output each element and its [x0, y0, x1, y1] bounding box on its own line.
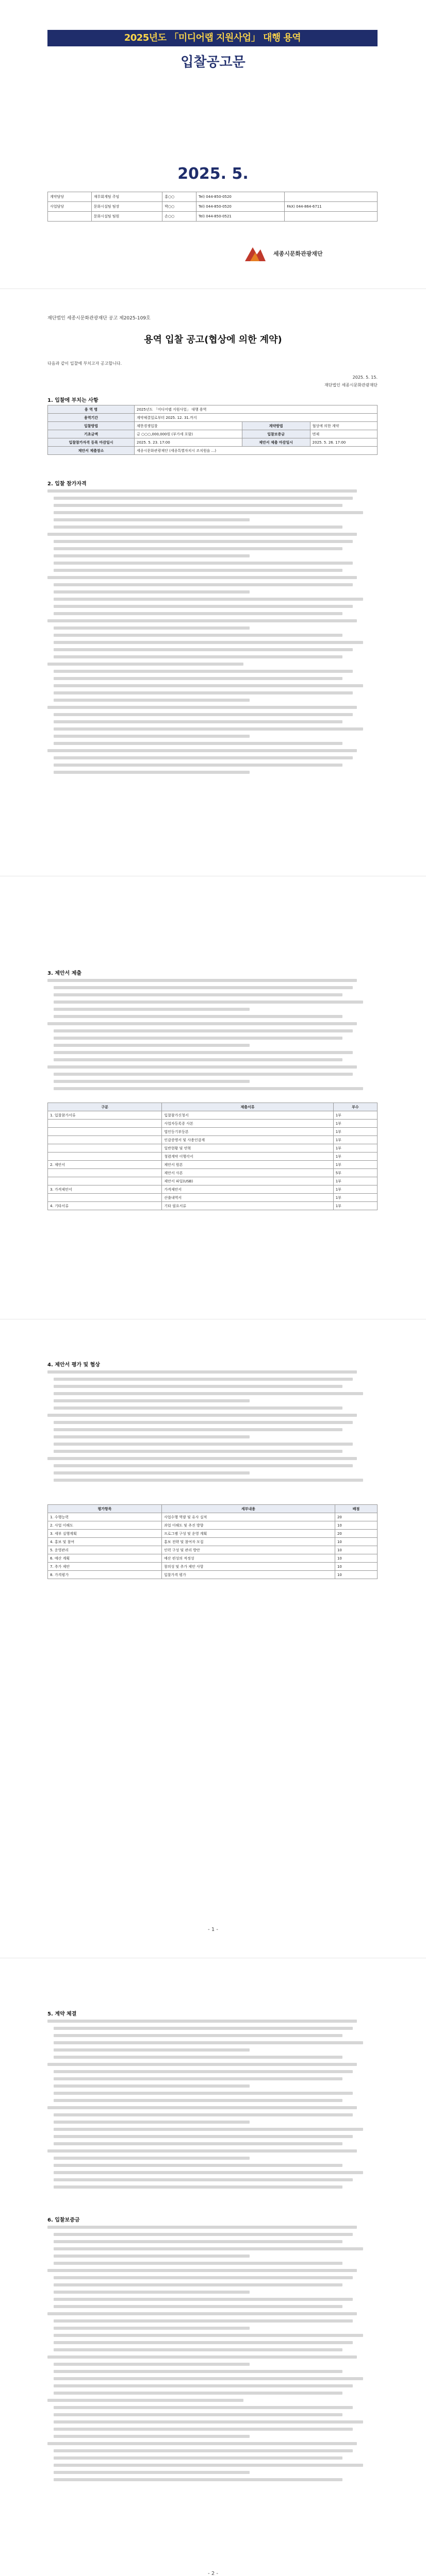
notice-intro: 다음과 같이 입찰에 부치고자 공고합니다.: [47, 361, 122, 366]
table-cell: 5부: [333, 1169, 377, 1177]
table-cell: 일반현황 및 연혁: [162, 1144, 333, 1153]
text-line: [54, 1087, 363, 1090]
text-line: [47, 2355, 357, 2359]
text-line: [54, 2034, 342, 2037]
text-line: [54, 2370, 342, 2373]
text-line: [47, 489, 357, 493]
table-row: [48, 1185, 378, 1194]
table-cell: 예산 편성의 적정성: [161, 1554, 335, 1563]
table-cell: 청렴계약 이행각서: [162, 1153, 333, 1161]
table-row: [48, 1554, 378, 1563]
table-row: [48, 1563, 378, 1571]
text-line: [47, 2020, 357, 2023]
table-cell: 제안서 원본: [162, 1161, 333, 1169]
text-line: [54, 547, 342, 550]
table-cell: 법인등기부등본: [162, 1128, 333, 1136]
text-line: [54, 497, 353, 500]
table-cell: [48, 1136, 162, 1144]
text-line: [54, 2142, 342, 2145]
text-line: [47, 1065, 357, 1069]
text-line: [54, 2319, 353, 2323]
text-line: [54, 735, 250, 738]
text-line: [47, 619, 357, 622]
contact-cell: Tel) 044-850-0520: [196, 202, 285, 212]
text-line: [54, 1385, 342, 1388]
text-line: [54, 2164, 342, 2167]
table-cell: 10: [335, 1563, 377, 1571]
table-cell: 제안서 파일(USB): [162, 1177, 333, 1185]
table-cell: 10: [335, 1546, 377, 1554]
table-cell: 1부: [333, 1185, 377, 1194]
text-line: [54, 590, 250, 594]
table-cell: 1부: [333, 1153, 377, 1161]
table-cell: 1부: [333, 1120, 377, 1128]
text-line: [54, 504, 342, 507]
contact-cell: Tel) 044-850-0521: [196, 212, 285, 222]
table-row: [48, 1128, 378, 1136]
table-cell: 홍보 전략 및 참여자 모집: [161, 1538, 335, 1546]
table-cell: 3. 가격제안서: [48, 1185, 162, 1194]
table-cell: 20: [335, 1530, 377, 1538]
text-line: [54, 2384, 353, 2387]
table-cell: 1부: [333, 1202, 377, 1210]
text-line: [54, 2233, 353, 2236]
text-line: [54, 540, 353, 543]
text-line: [54, 1471, 250, 1475]
text-line: [54, 670, 353, 673]
text-line: [54, 1443, 353, 1446]
text-line: [54, 2121, 250, 2124]
table-cell: 20: [335, 1513, 377, 1521]
table-cell: 8. 가격평가: [48, 1571, 162, 1579]
text-line: [54, 1464, 353, 1467]
text-line: [54, 634, 342, 637]
table-cell: 사업자등록증 사본: [162, 1120, 333, 1128]
contact-cell: 계약담당: [48, 192, 92, 202]
text-line: [47, 1457, 357, 1460]
text-line: [54, 1399, 250, 1402]
table-cell: 5. 운영관리: [48, 1546, 162, 1554]
contact-cell: FAX) 044-864-6711: [285, 202, 378, 212]
table-row: [48, 1153, 378, 1161]
table-cell: 10: [335, 1571, 377, 1579]
text-line: [54, 993, 342, 996]
table-row: [48, 1202, 378, 1210]
table-cell: 1. 입찰참가서류: [48, 1111, 162, 1120]
text-line: [54, 2084, 250, 2088]
text-line: [54, 1406, 342, 1410]
text-line: [54, 1037, 342, 1040]
section-5-title: 5. 계약 체결: [47, 2011, 77, 2017]
table-cell: 입찰참가신청서: [162, 1111, 333, 1120]
text-line: [54, 2435, 250, 2438]
text-line: [54, 598, 363, 601]
text-line: [54, 684, 363, 687]
text-line: [47, 1022, 357, 1025]
table-cell: 3. 세부 실행계획: [48, 1530, 162, 1538]
table-cell: 10: [335, 1554, 377, 1563]
text-line: [54, 720, 342, 723]
cover-subtitle: 입찰공고문: [181, 55, 245, 70]
text-line: [54, 691, 353, 694]
text-line: [54, 2092, 353, 2095]
cover-date: 2025. 5.: [177, 165, 249, 183]
text-line: [54, 1073, 353, 1076]
table-cell: [48, 1144, 162, 1153]
text-line: [54, 1428, 342, 1431]
text-line: [47, 576, 357, 579]
text-line: [54, 612, 342, 615]
text-line: [54, 1044, 250, 1047]
text-line: [47, 2269, 357, 2272]
table-cell: [48, 1153, 162, 1161]
text-line: [54, 2327, 250, 2330]
table-row: [48, 1530, 378, 1538]
table-cell: 창의성 및 추가 제안 사항: [161, 1563, 335, 1571]
text-line: [54, 641, 363, 644]
text-line: [54, 2027, 353, 2030]
contact-cell: Tel) 044-850-0520: [196, 192, 285, 202]
table-cell: 1부: [333, 1161, 377, 1169]
text-line: [54, 2334, 363, 2337]
text-line: [54, 713, 353, 716]
text-line: [54, 2464, 363, 2467]
text-line: [54, 2377, 363, 2380]
table-cell: 제안서 사본: [162, 1169, 333, 1177]
text-line: [54, 2413, 342, 2416]
section-6-title: 6. 입찰보증금: [47, 2217, 80, 2223]
text-line: [54, 1051, 353, 1054]
text-line: [47, 663, 243, 666]
text-line: [54, 2478, 342, 2481]
text-line: [54, 2305, 342, 2308]
table-row: [48, 1571, 378, 1579]
text-line: [54, 2298, 353, 2301]
text-line: [54, 605, 353, 608]
table-cell: 7. 추가 제안: [48, 1563, 162, 1571]
org-logo-icon: [242, 243, 268, 264]
text-line: [54, 699, 250, 702]
submission-table: 구분 제출서류 부수 1. 입찰참가서류 입찰참가신청서 1부 사업자등록증 사본 1부 법인등기부등본 1부 인감증명서 및 사용인감계 1부 일반현황 및 연혁 1부 청렴계약 이행각서 1부 2. 제안서 제안서 원본 1부 제안서 사본 5부 제안서 파일(USB) 1부 3. 가격제안서 가격제안서 1부 산출내역서 1부 4. 기타서류 기타 필요서류 1부: [47, 1103, 378, 1210]
table-cell: 1부: [333, 1144, 377, 1153]
text-line: [47, 2063, 357, 2066]
table-cell: [48, 1194, 162, 1202]
text-line: [54, 2449, 353, 2452]
table-cell: 4. 홍보 및 참여: [48, 1538, 162, 1546]
table-cell: 기타 필요서류: [162, 1202, 333, 1210]
table-cell: 과업 이해도 및 추진 방향: [161, 1521, 335, 1530]
text-line: [54, 1450, 342, 1453]
text-line: [54, 742, 342, 745]
page-number: - 1 -: [208, 1927, 218, 1933]
text-line: [54, 626, 250, 630]
text-line: [54, 2178, 353, 2181]
text-line: [54, 1435, 250, 1438]
text-line: [54, 1008, 250, 1011]
table-row: [48, 1538, 378, 1546]
text-line: [54, 1421, 353, 1424]
text-line: [54, 771, 250, 774]
text-line: [47, 706, 357, 709]
text-line: [54, 2077, 342, 2080]
table-row: [48, 1546, 378, 1554]
table-cell: [48, 1120, 162, 1128]
text-line: [54, 1392, 363, 1395]
org-logo: [242, 238, 387, 269]
text-line: [54, 764, 342, 767]
text-line: [54, 2341, 353, 2344]
text-line: [54, 2056, 342, 2059]
text-line: [54, 648, 353, 651]
section-2-title: 2. 입찰 참가자격: [47, 481, 87, 487]
table-cell: 입찰가격 평가: [161, 1571, 335, 1579]
overview-table: 용 역 명 2025년도 「미디어랩 지원사업」 대행 용역 용역기간 계약체결일로부터 2025. 12. 31.까지 입찰방법 제한경쟁입찰 계약방법 협상에 의한 계약 기초금액 금 ○○○,000,000원 (부가세 포함) 입찰보증금 면제 입찰참가자격 등록 마감일시 2025. 5. 23. 17:00 제안서 제출 마감일시 2025. 5. 26. 17:00 제안서 제출장소 세종시문화관광재단 (세종특별자치시 조치원읍 ...): [47, 405, 378, 455]
text-line: [54, 526, 342, 529]
text-line: [54, 2128, 363, 2131]
table-cell: 가격제안서: [162, 1185, 333, 1194]
contact-cell: 홍○○: [162, 192, 196, 202]
text-line: [47, 533, 357, 536]
contact-cell: 문화시설팀 팀원: [91, 212, 162, 222]
text-line: [54, 2420, 363, 2424]
table-row: [48, 1513, 378, 1521]
table-row: [48, 1120, 378, 1128]
text-line: [54, 2185, 342, 2189]
cover-title: 2025년도 「미디어랩 지원사업」 대행 용역: [47, 30, 378, 46]
table-row: [48, 1169, 378, 1177]
section-3-title: 3. 제안서 제출: [47, 971, 82, 976]
text-line: [47, 2312, 357, 2315]
evaluation-table: 평가항목 세부내용 배점 1. 수행능력 사업수행 역량 및 유사 실적 20 2. 사업 이해도 과업 이해도 및 추진 방향 10 3. 세부 실행계획 프로그램 구성 및 운영 계획 20 4. 홍보 및 참여 홍보 전략 및 참여자 모집 10 5. 운영관리 인력 구성 및 관리 방안 10 6. 예산 계획 예산 편성의 적정성 10 7. 추가 제안 창의성 및 추가 제안 사항 10 8. 가격평가 입찰가격 평가 10: [47, 1504, 378, 1579]
table-cell: 사업수행 역량 및 유사 실적: [161, 1513, 335, 1521]
contact-cell: 박○○: [162, 202, 196, 212]
table-cell: 1부: [333, 1194, 377, 1202]
text-line: [54, 1058, 342, 1061]
table-row: [48, 1521, 378, 1530]
text-line: [54, 554, 250, 557]
table-cell: 1부: [333, 1111, 377, 1120]
text-line: [54, 2135, 353, 2138]
text-line: [54, 727, 363, 731]
text-line: [54, 569, 342, 572]
contact-cell: 문화시설팀 팀장: [91, 202, 162, 212]
contact-cell: 사업담당: [48, 202, 92, 212]
text-line: [54, 655, 342, 658]
text-line: [54, 2255, 250, 2258]
text-line: [54, 2048, 250, 2052]
table-cell: 1부: [333, 1128, 377, 1136]
text-line: [54, 1015, 342, 1018]
table-cell: 10: [335, 1538, 377, 1546]
contact-cell: 손○○: [162, 212, 196, 222]
contact-cell: [48, 212, 92, 222]
text-line: [54, 562, 353, 565]
text-line: [54, 2041, 363, 2044]
text-line: [54, 2428, 353, 2431]
section-4-title: 4. 제안서 평가 및 협상: [47, 1362, 100, 1368]
text-line: [54, 518, 250, 521]
text-line: [54, 1080, 250, 1083]
text-line: [54, 2113, 353, 2116]
text-line: [47, 979, 357, 982]
text-line: [54, 2291, 250, 2294]
table-row: [48, 1161, 378, 1169]
notice-title: 용역 입찰 공고(협상에 의한 계약): [144, 334, 282, 345]
contact-table: [47, 192, 378, 222]
text-line: [54, 2456, 342, 2460]
page-number: - 2 -: [208, 2571, 218, 2576]
table-cell: 1부: [333, 1177, 377, 1185]
table-cell: 2. 사업 이해도: [48, 1521, 162, 1530]
table-cell: 인력 구성 및 관리 방안: [161, 1546, 335, 1554]
text-line: [54, 2157, 250, 2160]
text-line: [54, 1001, 363, 1004]
table-cell: 1. 수행능력: [48, 1513, 162, 1521]
notice-number: 재단법인 세종시문화관광재단 공고 제2025-109호: [47, 316, 151, 321]
text-line: [54, 2276, 353, 2279]
text-line: [54, 2171, 363, 2174]
text-line: [54, 1029, 353, 1032]
text-line: [47, 2442, 357, 2445]
text-line: [47, 1370, 357, 1374]
text-line: [54, 2283, 342, 2286]
table-row: [48, 1177, 378, 1185]
text-line: [54, 1479, 363, 1482]
table-cell: 산출내역서: [162, 1194, 333, 1202]
text-line: [54, 2406, 353, 2409]
table-cell: 프로그램 구성 및 운영 계획: [161, 1530, 335, 1538]
notice-org: 재단법인 세종시문화관광재단: [324, 383, 378, 387]
text-line: [54, 677, 342, 680]
text-line: [54, 2363, 250, 2366]
table-cell: 10: [335, 1521, 377, 1530]
table-row: [48, 1111, 378, 1120]
table-row: [48, 1136, 378, 1144]
text-line: [54, 2240, 342, 2243]
text-line: [54, 986, 353, 989]
text-line: [47, 2399, 243, 2402]
table-cell: [48, 1128, 162, 1136]
text-line: [47, 749, 357, 752]
table-cell: [48, 1177, 162, 1185]
text-line: [54, 2099, 342, 2102]
text-line: [47, 2149, 357, 2153]
table-row: [48, 1194, 378, 1202]
text-line: [54, 2392, 342, 2395]
table-cell: 1부: [333, 1136, 377, 1144]
text-line: [54, 2471, 250, 2474]
text-line: [54, 2348, 342, 2351]
text-line: [54, 756, 353, 759]
text-line: [54, 2262, 342, 2265]
text-line: [47, 2226, 357, 2229]
text-line: [54, 2070, 353, 2073]
text-line: [54, 2247, 363, 2250]
org-logo-text: 세종시문화관광재단: [273, 250, 323, 257]
contact-cell: 재무회계팀 주임: [91, 192, 162, 202]
table-cell: 인감증명서 및 사용인감계: [162, 1136, 333, 1144]
notice-date: 2025. 5. 15.: [352, 375, 378, 380]
text-line: [54, 1378, 353, 1381]
text-line: [47, 2106, 357, 2109]
table-cell: 4. 기타서류: [48, 1202, 162, 1210]
table-cell: [48, 1169, 162, 1177]
text-line: [47, 1414, 357, 1417]
text-line: [54, 511, 363, 514]
section-1-title: 1. 입찰에 부치는 사항: [47, 398, 99, 403]
text-line: [54, 583, 353, 586]
table-row: [48, 1144, 378, 1153]
table-cell: 6. 예산 계획: [48, 1554, 162, 1563]
table-cell: 2. 제안서: [48, 1161, 162, 1169]
